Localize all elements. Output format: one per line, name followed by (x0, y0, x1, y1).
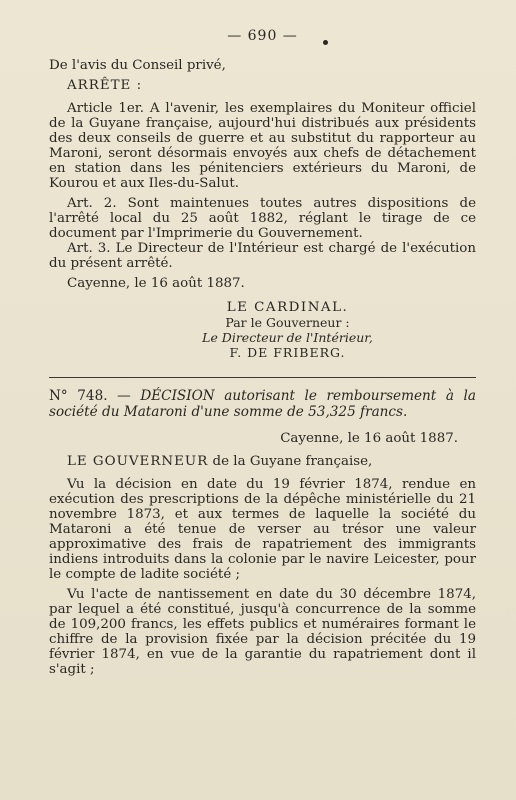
decision-heading (49, 389, 476, 420)
place-date: Cayenne, le 16 août 1887. (67, 276, 245, 291)
decision-date: Cayenne, le 16 août 1887. (280, 431, 458, 446)
issuer-rest: de la Guyane française, (212, 454, 373, 469)
article-3: Art. 3. Le Directeur de l'Intérieur est chargé de l'exécution du présent arrêté. (49, 241, 476, 271)
signature-name: LE CARDINAL. (226, 300, 349, 315)
preamble: De l'avis du Conseil privé, (49, 58, 226, 73)
page-number: — 690 — (227, 28, 298, 44)
signature-director: F. DE FRIBERG. (229, 345, 346, 360)
ink-spot (323, 40, 328, 45)
arrete-heading: ARRÊTE : (67, 78, 143, 93)
decision-paragraph-2: Vu l'acte de nantissement en date du 30 décembre 1874, par lequel a été constitué, jusqu'à concurrence de la somme de 109,200 francs, les effets publics et numéraires formant le chiffre de la provision fixée par la décision précitée du 19 février 1874, en vue de la garantie du rapatriement dont il s'agit ; (49, 587, 476, 677)
decision-title: autorisant le remboursement à la société du Mataroni d'une somme de 53,325 francs. (49, 388, 476, 420)
decision-title-prefix: DÉCISION (140, 388, 215, 404)
decision-dash: — (117, 388, 131, 404)
signature-by-line: Par le Gouverneur : (225, 315, 350, 330)
decision-issuer (49, 454, 476, 469)
section-divider (49, 377, 476, 378)
issuer-title: LE GOUVERNEUR (67, 454, 209, 469)
decision-number: N° 748. (49, 388, 108, 404)
signature-role: Le Directeur de l'Intérieur, (202, 330, 373, 345)
decision-paragraph-1: Vu la décision en date du 19 février 1874, rendue en exécution des prescriptions de la dépêche ministérielle du 21 novembre 1873, et aux termes de laquelle la société du Mataroni a été tenue de verser au trésor une valeur approximative des frais de rapatriement des immigrants indiens introduits dans la colonie par le navire Leicester, pour le compte de ladite société ; (49, 477, 476, 582)
article-2: Art. 2. Sont maintenues toutes autres dispositions de l'arrêté local du 25 août 1882, réglant le tirage de ce document par l'Imprimerie du Gouvernement. (49, 196, 476, 241)
article-1: Article 1er. A l'avenir, les exemplaires du Moniteur officiel de la Guyane française, aujourd'hui distribués aux présidents des deux conseils de guerre et au substitut du rapporteur au Maroni, seront désormais envoyés aux chefs de détachement en station dans les pénitenciers extérieurs du Maroni, de Kourou et aux Iles-du-Salut. (49, 101, 476, 191)
